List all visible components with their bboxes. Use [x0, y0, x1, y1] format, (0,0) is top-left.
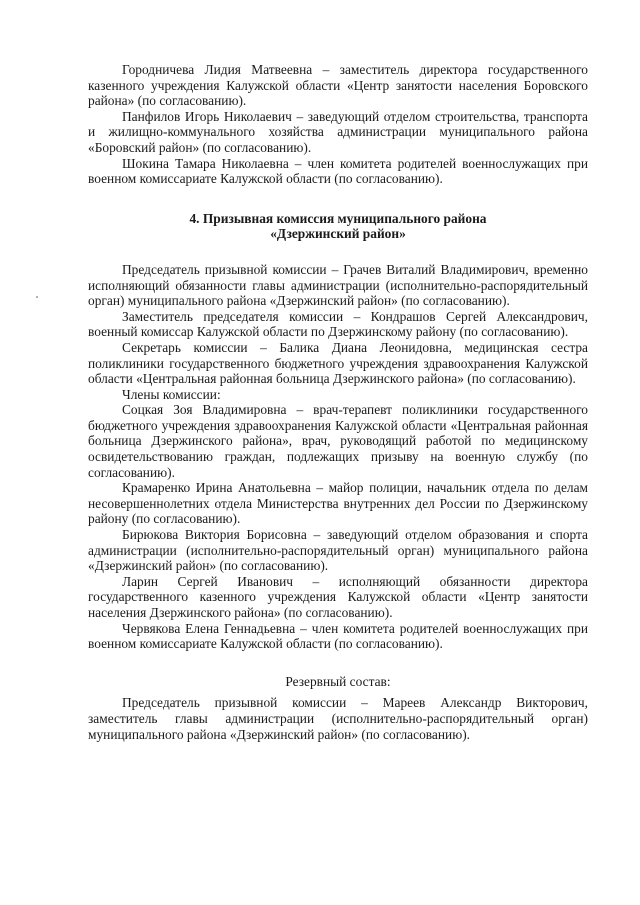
member-larin: Ларин Сергей Иванович – исполняющий обязанности директора государственного казенного учреждения Калужской области «Центр занятости населения Дзержинского района» (по согласованию). [88, 573, 588, 620]
member-biryukova: Бирюкова Виктория Борисовна – заведующий отделом образования и спорта администрации (исполнительно-распорядительный орган) муниципального района «Дзержинский район» (по согласованию). [88, 527, 588, 574]
scan-speck [36, 296, 38, 298]
chairman-paragraph: Председатель призывной комиссии – Грачев Виталий Владимирович, временно исполняющий обязанности главы администрации (исполнительно-распорядительный орган) муниципального района «Дзержинский район» (по согласованию). [88, 261, 588, 309]
member-gorodnicheva: Городничева Лидия Матвеевна – заместитель директора государственного казенного учреждения Калужской области «Центр занятости населения Боровского района» (по согласованию). [88, 62, 588, 109]
reserve-title: Резервный состав: [285, 673, 391, 689]
member-sotskaya: Соцкая Зоя Владимировна – врач-терапевт поликлиники государственного бюджетного учреждения здравоохранения Калужской области «Центральная районная больница Дзержинского района», врач, руководящий работой по медицинскому освидетельствованию граждан, подлежащих призыву на военную службу (по согласованию). [88, 402, 588, 480]
member-panfilov: Панфилов Игорь Николаевич – заведующий отделом строительства, транспорта и жилищно-коммунального хозяйства администрации муниципального района «Боровский район» (по согласованию). [88, 108, 588, 155]
section-heading [88, 211, 588, 242]
members-label: Члены комиссии: [122, 386, 221, 402]
deputy-chairman-paragraph: Заместитель председателя комиссии – Кондрашов Сергей Александрович, военный комиссар Калужской области по Дзержинскому району (по согласованию). [88, 308, 588, 340]
document-page [88, 62, 588, 742]
secretary-paragraph: Секретарь комиссии – Балика Диана Леонидовна, медицинская сестра поликлиники государственного бюджетного учреждения здравоохранения Калужской области «Центральная районная больница Дзержинского района» (по согласованию). [88, 339, 588, 387]
section-heading-line1: 4. Призывная комиссия муниципального района [189, 210, 487, 226]
reserve-chairman-paragraph: Председатель призывной комиссии – Мареев Александр Викторович, заместитель главы администрации (исполнительно-распорядительный орган) муниципального района «Дзержинский район» (по согласованию). [88, 695, 588, 742]
member-kramarenko: Крамаренко Ирина Анатольевна – майор полиции, начальник отдела по делам несовершеннолетних отдела Министерства внутренних дел России по Дзержинскому району (по согласованию). [88, 480, 588, 527]
member-chervyakova: Червякова Елена Геннадьевна – член комитета родителей военнослужащих при военном комиссариате Калужской области (по согласованию). [88, 620, 588, 652]
section-heading-line2: «Дзержинский район» [270, 226, 406, 242]
member-shokina: Шокина Тамара Николаевна – член комитета родителей военнослужащих при военном комиссариате Калужской области (по согласованию). [88, 155, 588, 187]
